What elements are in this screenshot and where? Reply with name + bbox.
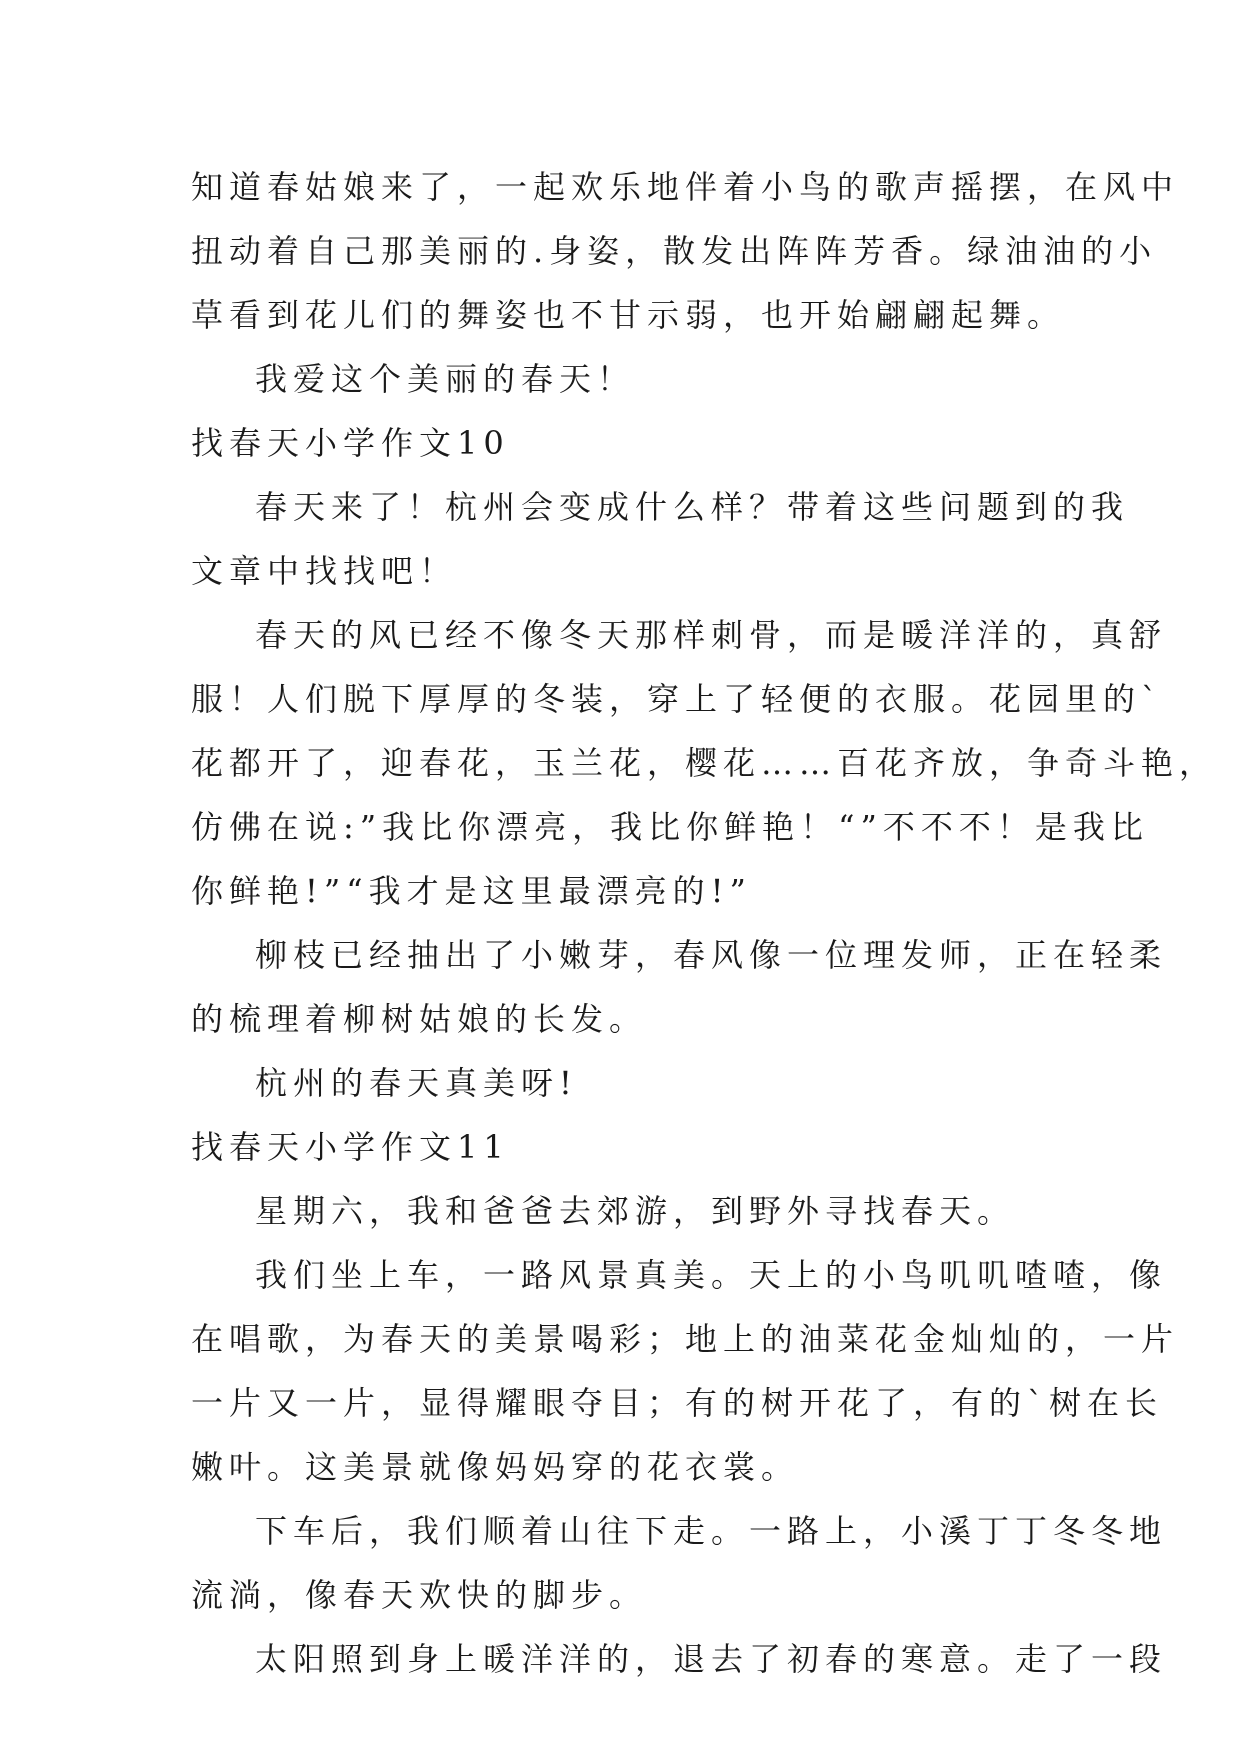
paragraph-line: 文章中找找吧！ <box>191 552 458 590</box>
paragraph-line: 在唱歌，为春天的美景喝彩；地上的油菜花金灿灿的，一片 <box>191 1320 1180 1358</box>
paragraph-line: 花都开了，迎春花，玉兰花，樱花……百花齐放，争奇斗艳， <box>191 744 1218 782</box>
paragraph-line: 的梳理着柳树姑娘的长发。 <box>191 1000 648 1038</box>
paragraph-line: 草看到花儿们的舞姿也不甘示弱，也开始翩翩起舞。 <box>191 296 1066 334</box>
essay-body <box>191 155 1218 1691</box>
paragraph-line: 我爱这个美丽的春天！ <box>255 360 636 398</box>
paragraph-line: 扭动着自己那美丽的.身姿，散发出阵阵芳香。绿油油的小 <box>191 232 1158 270</box>
paragraph-line: 春天来了！杭州会变成什么样？带着这些问题到的我 <box>255 488 1130 526</box>
paragraph-line: 流淌，像春天欢快的脚步。 <box>191 1576 648 1614</box>
paragraph-line: 杭州的春天真美呀! <box>255 1064 578 1102</box>
paragraph-line: 服！人们脱下厚厚的冬装，穿上了轻便的衣服。花园里的` <box>191 680 1164 718</box>
paragraph-line: 我们坐上车，一路风景真美。天上的小鸟叽叽喳喳，像 <box>255 1256 1168 1294</box>
paragraph-line: 一片又一片，显得耀眼夺目；有的树开花了，有的`树在长 <box>191 1384 1164 1422</box>
paragraph-line: 仿佛在说:”我比你漂亮，我比你鲜艳！“”不不不！是我比 <box>191 808 1149 846</box>
essay-heading: 找春天小学作文11 <box>191 1128 510 1166</box>
paragraph-line: 你鲜艳!”“我才是这里最漂亮的!” <box>191 872 752 910</box>
paragraph-line: 太阳照到身上暖洋洋的，退去了初春的寒意。走了一段 <box>255 1640 1168 1678</box>
essay-heading: 找春天小学作文10 <box>191 424 510 462</box>
paragraph-line: 下车后，我们顺着山往下走。一路上，小溪丁丁冬冬地 <box>255 1512 1168 1550</box>
paragraph-line: 柳枝已经抽出了小嫩芽，春风像一位理发师，正在轻柔 <box>255 936 1168 974</box>
paragraph-line: 星期六，我和爸爸去郊游，到野外寻找春天。 <box>255 1192 1016 1230</box>
paragraph-line: 嫩叶。这美景就像妈妈穿的花衣裳。 <box>191 1448 800 1486</box>
paragraph-line: 春天的风已经不像冬天那样刺骨，而是暖洋洋的，真舒 <box>255 616 1168 654</box>
paragraph-line: 知道春姑娘来了，一起欢乐地伴着小鸟的歌声摇摆，在风中 <box>191 168 1180 206</box>
